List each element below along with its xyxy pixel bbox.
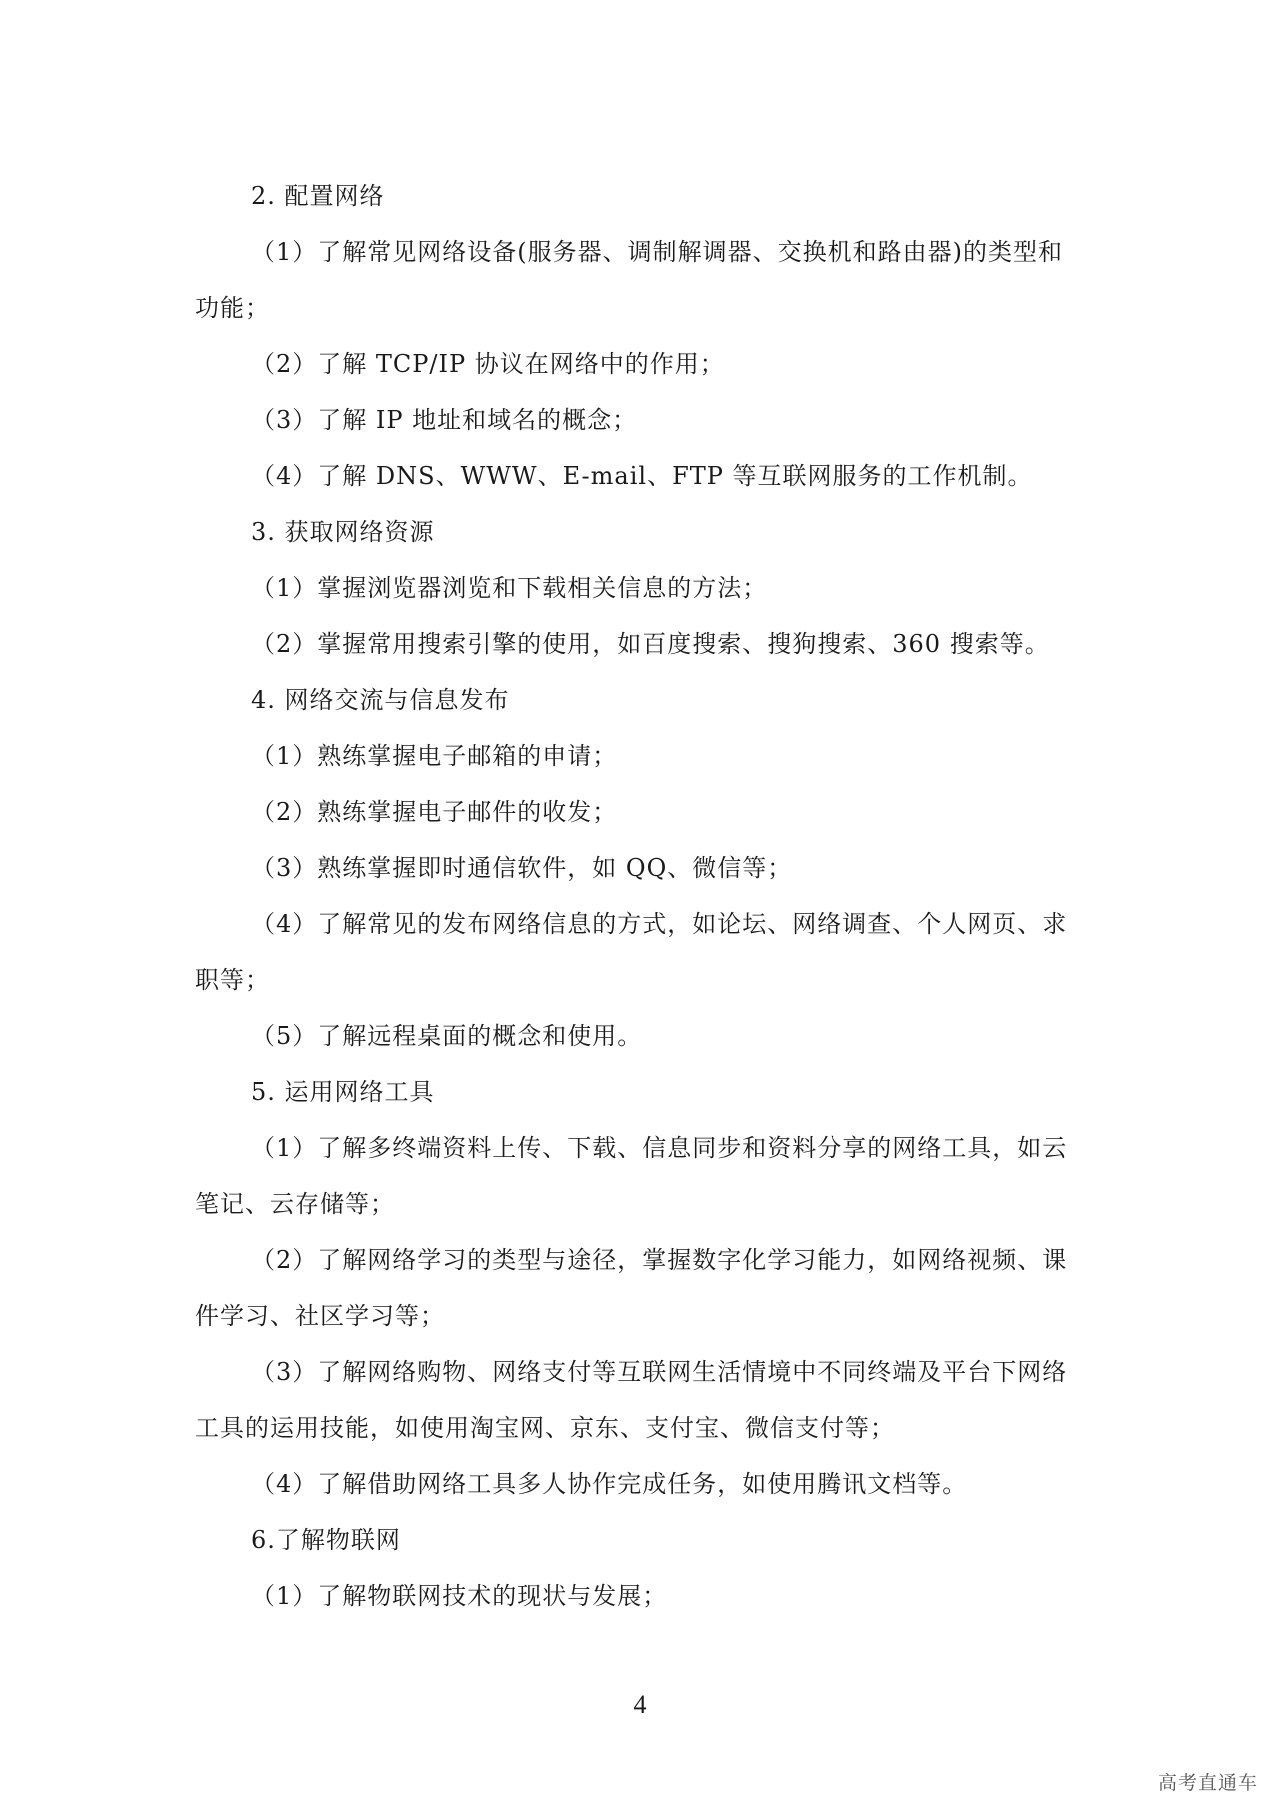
- section-heading-4: 4. 网络交流与信息发布: [251, 686, 510, 714]
- list-item-3-1: （1）掌握浏览器浏览和下载相关信息的方法；: [251, 574, 768, 602]
- list-item-5-3: （3）了解网络购物、网络支付等互联网生活情境中不同终端及平台下网络: [251, 1358, 1068, 1386]
- section-heading-5: 5. 运用网络工具: [251, 1078, 435, 1106]
- list-item-5-2-cont: 件学习、社区学习等；: [195, 1302, 445, 1330]
- list-item-4-2: （2）熟练掌握电子邮件的收发；: [251, 798, 618, 826]
- list-item-4-4-cont: 职等；: [195, 966, 270, 994]
- list-item-5-4: （4）了解借助网络工具多人协作完成任务，如使用腾讯文档等。: [251, 1470, 968, 1498]
- list-item-2-1-cont: 功能；: [195, 294, 270, 322]
- list-item-5-3-cont: 工具的运用技能，如使用淘宝网、京东、支付宝、微信支付等；: [195, 1414, 895, 1442]
- list-item-2-3: （3）了解 IP 地址和域名的概念；: [251, 406, 638, 434]
- list-item-2-4: （4）了解 DNS、WWW、E-mail、FTP 等互联网服务的工作机制。: [251, 462, 1033, 490]
- list-item-4-1: （1）熟练掌握电子邮箱的申请；: [251, 742, 618, 770]
- section-heading-2: 2. 配置网络: [251, 182, 385, 210]
- list-item-2-2: （2）了解 TCP/IP 协议在网络中的作用；: [251, 350, 725, 378]
- list-item-6-1: （1）了解物联网技术的现状与发展；: [251, 1582, 668, 1610]
- section-heading-3: 3. 获取网络资源: [251, 518, 435, 546]
- list-item-5-1-cont: 笔记、云存储等；: [195, 1190, 395, 1218]
- section-heading-6: 6.了解物联网: [251, 1526, 401, 1554]
- list-item-4-3: （3）熟练掌握即时通信软件，如 QQ、微信等；: [251, 854, 793, 882]
- list-item-2-1: （1）了解常见网络设备(服务器、调制解调器、交换机和路由器)的类型和: [251, 238, 1063, 266]
- page-number: 4: [633, 1690, 647, 1719]
- list-item-5-1: （1）了解多终端资料上传、下载、信息同步和资料分享的网络工具，如云: [251, 1134, 1068, 1162]
- list-item-3-2: （2）掌握常用搜索引擎的使用，如百度搜索、搜狗搜索、360 搜索等。: [251, 630, 1050, 658]
- watermark-text: 高考直通车: [1157, 1772, 1258, 1794]
- list-item-5-2: （2）了解网络学习的类型与途径，掌握数字化学习能力，如网络视频、课: [251, 1246, 1068, 1274]
- document-body: [195, 168, 1100, 1624]
- list-item-4-5: （5）了解远程桌面的概念和使用。: [251, 1022, 643, 1050]
- list-item-4-4: （4）了解常见的发布网络信息的方式，如论坛、网络调查、个人网页、求: [251, 910, 1068, 938]
